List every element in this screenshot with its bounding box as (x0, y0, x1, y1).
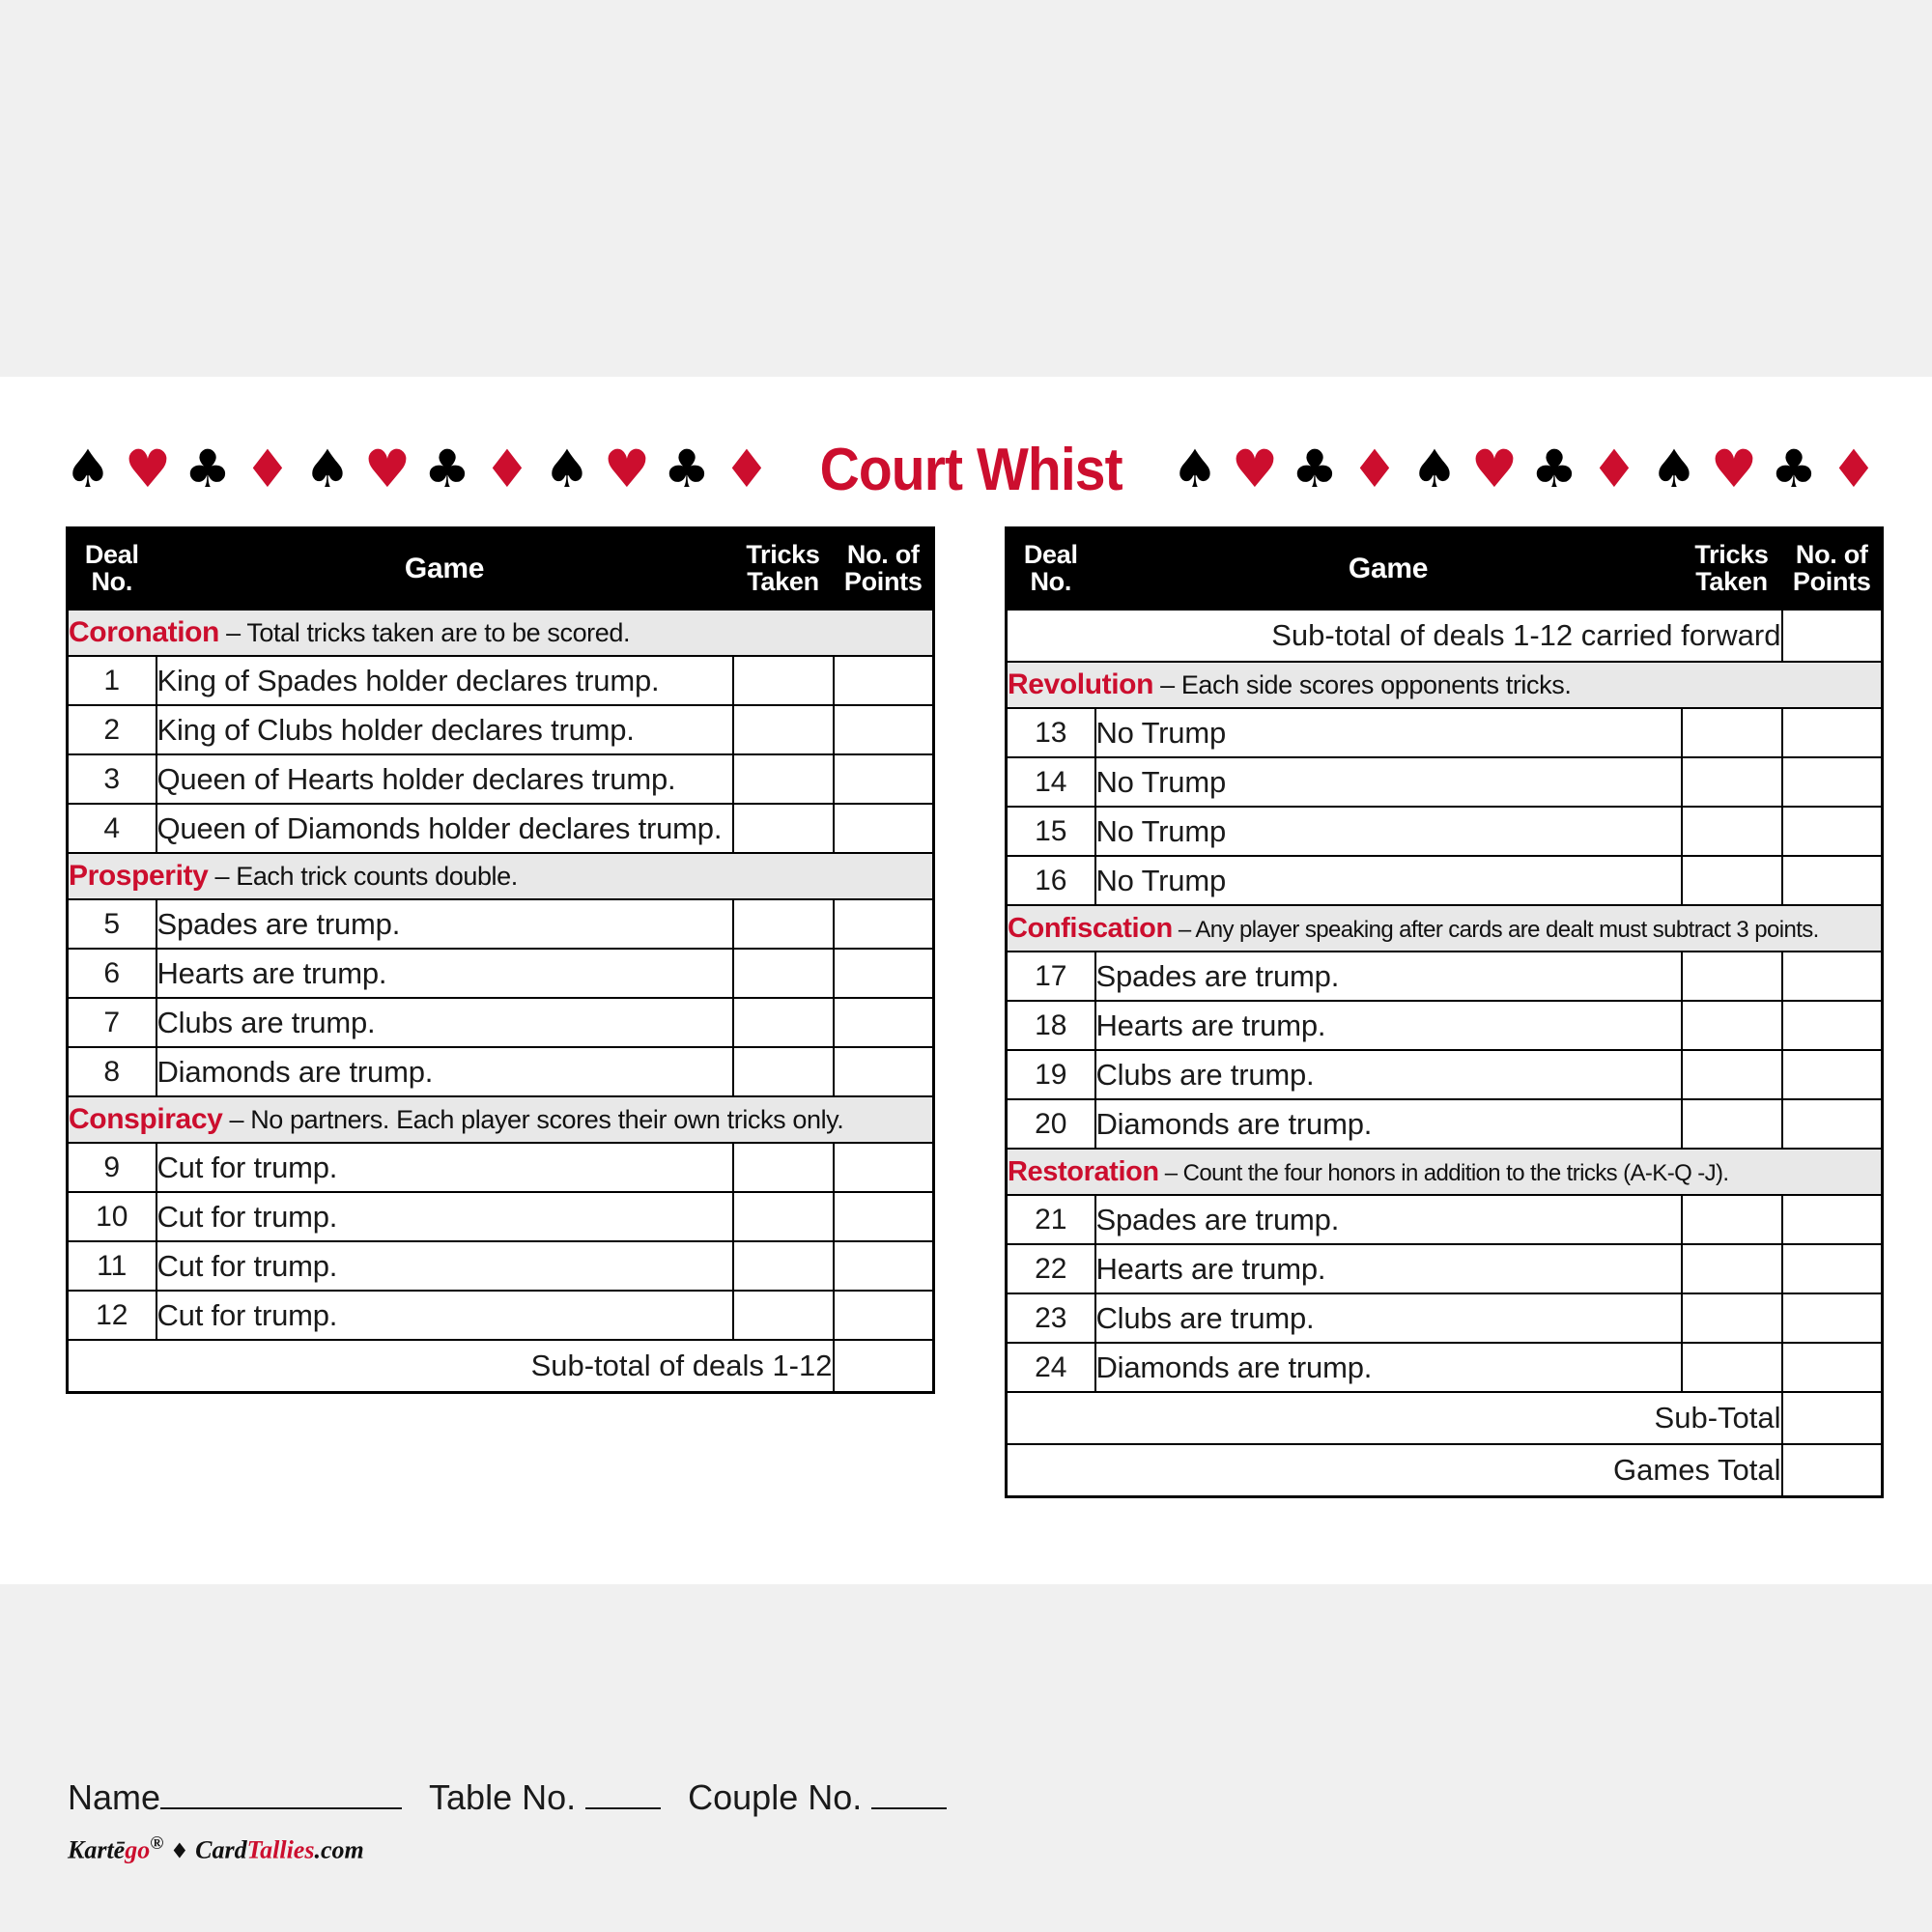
tricks-taken-cell[interactable] (1682, 1343, 1782, 1392)
spade-suit-icon: ♠ (1410, 439, 1459, 499)
heart-suit-icon: ♥ (603, 439, 651, 499)
section-header-row (1007, 662, 1883, 708)
diamond-suit-icon: ♦ (483, 439, 531, 499)
deal-number-cell: 20 (1007, 1099, 1095, 1149)
points-cell[interactable] (834, 1047, 934, 1096)
table-row (68, 656, 934, 705)
tricks-taken-cell[interactable] (733, 705, 834, 754)
tricks-taken-cell[interactable] (1682, 807, 1782, 856)
brand-card: Card (195, 1835, 247, 1864)
points-cell[interactable] (834, 1241, 934, 1291)
suit-row-right (1165, 439, 1884, 499)
deal-number-cell: 2 (68, 705, 156, 754)
heart-suit-icon: ♥ (124, 439, 172, 499)
deal-number-cell: 17 (1007, 952, 1095, 1001)
deal-number-cell: 14 (1007, 757, 1095, 807)
table-row (1007, 1343, 1883, 1392)
right-table-header (1007, 528, 1883, 611)
deal-number-cell: 15 (1007, 807, 1095, 856)
header-deal-no (68, 528, 156, 611)
deal-number-cell: 10 (68, 1192, 156, 1241)
heart-suit-icon: ♥ (1231, 439, 1279, 499)
tricks-taken-cell[interactable] (733, 1241, 834, 1291)
header-points-line1: No. of (846, 540, 920, 570)
deal-number-cell: 8 (68, 1047, 156, 1096)
diamond-suit-icon: ♦ (1830, 439, 1878, 499)
points-cell[interactable] (834, 998, 934, 1047)
table-row (1007, 856, 1883, 905)
game-description-cell: King of Spades holder declares trump. (156, 656, 733, 705)
tricks-taken-cell[interactable] (1682, 1001, 1782, 1050)
header-tricks-line1: Tricks (1694, 540, 1769, 570)
right-table-body (1007, 610, 1883, 1497)
points-cell[interactable] (834, 1143, 934, 1192)
section-header-row (68, 610, 934, 656)
header-points-line1: No. of (1795, 540, 1868, 570)
points-cell[interactable] (834, 1291, 934, 1340)
header-tricks-taken (1682, 528, 1782, 611)
section-name: Confiscation (1008, 912, 1173, 944)
total-row (68, 1340, 934, 1393)
tricks-taken-cell[interactable] (1682, 856, 1782, 905)
tricks-taken-cell[interactable] (1682, 757, 1782, 807)
game-description-cell: Clubs are trump. (156, 998, 733, 1047)
deal-number-cell: 13 (1007, 708, 1095, 757)
game-description-cell: Cut for trump. (156, 1241, 733, 1291)
header-deal-no-line1: Deal (1023, 540, 1078, 570)
tricks-taken-cell[interactable] (733, 1291, 834, 1340)
header-deal-no-line2: No. (1030, 567, 1072, 596)
deal-number-cell: 7 (68, 998, 156, 1047)
points-cell[interactable] (834, 804, 934, 853)
table-row (1007, 1244, 1883, 1293)
section-header-row (1007, 905, 1883, 952)
tricks-taken-cell[interactable] (733, 804, 834, 853)
section-header-cell (68, 853, 934, 899)
table-row (68, 1143, 934, 1192)
table-row (68, 1291, 934, 1340)
section-name: Conspiracy (69, 1103, 223, 1135)
game-description-cell: Cut for trump. (156, 1192, 733, 1241)
game-description-cell: Cut for trump. (156, 1143, 733, 1192)
game-description-cell: Spades are trump. (1095, 1195, 1682, 1244)
deal-number-cell: 4 (68, 804, 156, 853)
section-description: – Each trick counts double. (208, 862, 518, 891)
score-card (0, 377, 1932, 1864)
suit-row-left (58, 439, 777, 499)
points-cell[interactable] (1782, 1244, 1883, 1293)
table-row (1007, 757, 1883, 807)
points-cell[interactable] (834, 656, 934, 705)
table-row (68, 1241, 934, 1291)
section-name: Restoration (1008, 1155, 1159, 1187)
spade-suit-icon: ♠ (64, 439, 112, 499)
tricks-taken-cell[interactable] (733, 998, 834, 1047)
section-header-row (68, 853, 934, 899)
club-suit-icon: ♣ (423, 439, 471, 499)
deal-number-cell: 23 (1007, 1293, 1095, 1343)
deal-number-cell: 3 (68, 754, 156, 804)
table-row (68, 705, 934, 754)
section-header-cell (1007, 1149, 1883, 1195)
tricks-taken-cell[interactable] (1682, 1244, 1782, 1293)
header-deal-no (1007, 528, 1095, 611)
tricks-taken-cell[interactable] (1682, 952, 1782, 1001)
game-description-cell: Spades are trump. (156, 899, 733, 949)
tricks-taken-cell[interactable] (733, 754, 834, 804)
points-cell[interactable] (834, 1192, 934, 1241)
couple-no-label: Couple No. (688, 1777, 863, 1817)
total-row (1007, 1392, 1883, 1444)
section-description: – Each side scores opponents tricks. (1153, 670, 1572, 699)
points-cell[interactable] (1782, 856, 1883, 905)
section-header-row (68, 1096, 934, 1143)
player-meta-line (68, 1777, 956, 1818)
game-description-cell: Hearts are trump. (1095, 1001, 1682, 1050)
table-row (68, 949, 934, 998)
game-description-cell: No Trump (1095, 708, 1682, 757)
brand-footer (68, 1833, 364, 1865)
points-cell[interactable] (1782, 1001, 1883, 1050)
left-table-header (68, 528, 934, 611)
right-score-table (1005, 526, 1884, 1498)
section-description: – No partners. Each player scores their own tricks only. (222, 1105, 844, 1134)
points-cell[interactable] (1782, 1195, 1883, 1244)
registered-trademark-icon: ® (150, 1833, 164, 1854)
game-description-cell: No Trump (1095, 807, 1682, 856)
title-strip (58, 436, 1884, 503)
section-name: Coronation (69, 616, 219, 648)
points-cell[interactable] (1782, 1343, 1883, 1392)
deal-number-cell: 6 (68, 949, 156, 998)
points-cell[interactable] (834, 754, 934, 804)
name-label: Name (68, 1777, 161, 1817)
game-description-cell: No Trump (1095, 856, 1682, 905)
points-cell[interactable] (834, 949, 934, 998)
tricks-taken-cell[interactable] (1682, 1050, 1782, 1099)
table-row (1007, 708, 1883, 757)
header-deal-no-line2: No. (91, 567, 133, 596)
points-cell[interactable] (834, 899, 934, 949)
section-name: Revolution (1008, 668, 1153, 700)
points-cell[interactable] (1782, 807, 1883, 856)
section-name: Prosperity (69, 860, 209, 892)
table-row (1007, 1050, 1883, 1099)
game-description-cell: Hearts are trump. (156, 949, 733, 998)
name-input-line[interactable] (160, 1778, 402, 1809)
heart-suit-icon: ♥ (1710, 439, 1758, 499)
spade-suit-icon: ♠ (1650, 439, 1698, 499)
deal-number-cell: 12 (68, 1291, 156, 1340)
tricks-taken-cell[interactable] (733, 656, 834, 705)
header-game: Game (1095, 528, 1682, 611)
game-description-cell: Clubs are trump. (1095, 1050, 1682, 1099)
table-row (68, 754, 934, 804)
brand-tallies: Tallies (246, 1835, 315, 1864)
tricks-taken-cell[interactable] (733, 1192, 834, 1241)
couple-no-input-line[interactable] (871, 1778, 947, 1809)
deal-number-cell: 24 (1007, 1343, 1095, 1392)
sub-total-value-cell[interactable] (834, 1340, 934, 1393)
deal-number-cell: 9 (68, 1143, 156, 1192)
spade-suit-icon: ♠ (543, 439, 591, 499)
game-description-cell: Clubs are trump. (1095, 1293, 1682, 1343)
section-description: – Total tricks taken are to be scored. (218, 618, 631, 647)
game-description-cell: Diamonds are trump. (1095, 1343, 1682, 1392)
header-game: Game (156, 528, 733, 611)
points-cell[interactable] (1782, 757, 1883, 807)
header-deal-no-line1: Deal (84, 540, 139, 570)
deal-number-cell: 5 (68, 899, 156, 949)
table-row (1007, 1195, 1883, 1244)
table-row (68, 804, 934, 853)
club-suit-icon: ♣ (663, 439, 711, 499)
left-table-body (68, 610, 934, 1393)
section-header-cell (1007, 905, 1883, 952)
deal-number-cell: 16 (1007, 856, 1095, 905)
game-description-cell: Spades are trump. (1095, 952, 1682, 1001)
brand-kartego-kart: Kartē (68, 1835, 126, 1864)
diamond-suit-icon: ♦ (1590, 439, 1638, 499)
deal-number-cell: 1 (68, 656, 156, 705)
table-row (1007, 952, 1883, 1001)
table-row (68, 1047, 934, 1096)
game-description-cell: Queen of Diamonds holder declares trump. (156, 804, 733, 853)
table-row (68, 998, 934, 1047)
section-description: – Any player speaking after cards are dealt must subtract 3 points. (1172, 916, 1819, 943)
tricks-taken-cell[interactable] (733, 1047, 834, 1096)
game-description-cell: No Trump (1095, 757, 1682, 807)
club-suit-icon: ♣ (1291, 439, 1339, 499)
club-suit-icon: ♣ (184, 439, 232, 499)
club-suit-icon: ♣ (1530, 439, 1578, 499)
tricks-taken-cell[interactable] (733, 1143, 834, 1192)
sub-total-value-cell[interactable] (1782, 1392, 1883, 1444)
deal-number-cell: 11 (68, 1241, 156, 1291)
header-tricks-line2: Taken (1695, 567, 1768, 596)
points-cell[interactable] (1782, 1293, 1883, 1343)
game-description-cell: Hearts are trump. (1095, 1244, 1682, 1293)
table-row (1007, 807, 1883, 856)
header-no-of-points (834, 528, 934, 611)
tricks-taken-cell[interactable] (1682, 1293, 1782, 1343)
diamond-suit-icon: ♦ (723, 439, 771, 499)
points-cell[interactable] (1782, 952, 1883, 1001)
game-description-cell: Diamonds are trump. (156, 1047, 733, 1096)
header-points-line2: Points (1792, 567, 1871, 596)
table-row (68, 1192, 934, 1241)
section-header-cell (68, 1096, 934, 1143)
sub-total-label: Sub-Total (1007, 1392, 1782, 1444)
diamond-suit-icon: ♦ (1350, 439, 1399, 499)
game-description-cell: Diamonds are trump. (1095, 1099, 1682, 1149)
tricks-taken-cell[interactable] (1682, 708, 1782, 757)
left-score-table-wrapper (66, 526, 935, 1394)
points-cell[interactable] (1782, 1099, 1883, 1149)
table-no-input-line[interactable] (585, 1778, 661, 1809)
points-cell[interactable] (1782, 1050, 1883, 1099)
tricks-taken-cell[interactable] (1682, 1195, 1782, 1244)
points-cell[interactable] (834, 705, 934, 754)
game-description-cell: Queen of Hearts holder declares trump. (156, 754, 733, 804)
tricks-taken-cell[interactable] (1682, 1099, 1782, 1149)
header-tricks-line1: Tricks (746, 540, 820, 570)
left-score-table (66, 526, 935, 1394)
page-title: Court Whist (819, 436, 1122, 503)
table-row (1007, 1099, 1883, 1149)
brand-kartego-go: go (125, 1835, 151, 1864)
heart-suit-icon: ♥ (363, 439, 412, 499)
header-tricks-taken (733, 528, 834, 611)
section-description: – Count the four honors in addition to the tricks (A-K-Q -J). (1158, 1159, 1729, 1186)
header-points-line2: Points (843, 567, 923, 596)
section-header-cell (68, 610, 934, 656)
table-row (1007, 1293, 1883, 1343)
deal-number-cell: 18 (1007, 1001, 1095, 1050)
tricks-taken-cell[interactable] (733, 899, 834, 949)
tricks-taken-cell[interactable] (733, 949, 834, 998)
section-header-cell (1007, 662, 1883, 708)
games-total-label: Games Total (1007, 1444, 1782, 1497)
diamond-suit-icon: ♦ (243, 439, 292, 499)
header-tricks-line2: Taken (747, 567, 819, 596)
header-no-of-points (1782, 528, 1883, 611)
carried-forward-value-cell[interactable] (1782, 610, 1883, 662)
game-description-cell: Cut for trump. (156, 1291, 733, 1340)
club-suit-icon: ♣ (1770, 439, 1818, 499)
points-cell[interactable] (1782, 708, 1883, 757)
games-total-value-cell[interactable] (1782, 1444, 1883, 1497)
right-score-table-wrapper (1005, 526, 1884, 1498)
table-no-label: Table No. (429, 1777, 577, 1817)
total-row (1007, 1444, 1883, 1497)
table-row (1007, 1001, 1883, 1050)
spade-suit-icon: ♠ (1171, 439, 1219, 499)
total-row (1007, 610, 1883, 662)
deal-number-cell: 19 (1007, 1050, 1095, 1099)
section-header-row (1007, 1149, 1883, 1195)
deal-number-cell: 22 (1007, 1244, 1095, 1293)
table-row (68, 899, 934, 949)
game-description-cell: King of Clubs holder declares trump. (156, 705, 733, 754)
spade-suit-icon: ♠ (303, 439, 352, 499)
deal-number-cell: 21 (1007, 1195, 1095, 1244)
carried-forward-label: Sub-total of deals 1-12 carried forward (1007, 610, 1782, 662)
brand-dotcom: .com (314, 1835, 364, 1864)
diamond-icon: ♦ (169, 1839, 189, 1864)
sub-total-label: Sub-total of deals 1-12 (68, 1340, 834, 1393)
heart-suit-icon: ♥ (1470, 439, 1519, 499)
